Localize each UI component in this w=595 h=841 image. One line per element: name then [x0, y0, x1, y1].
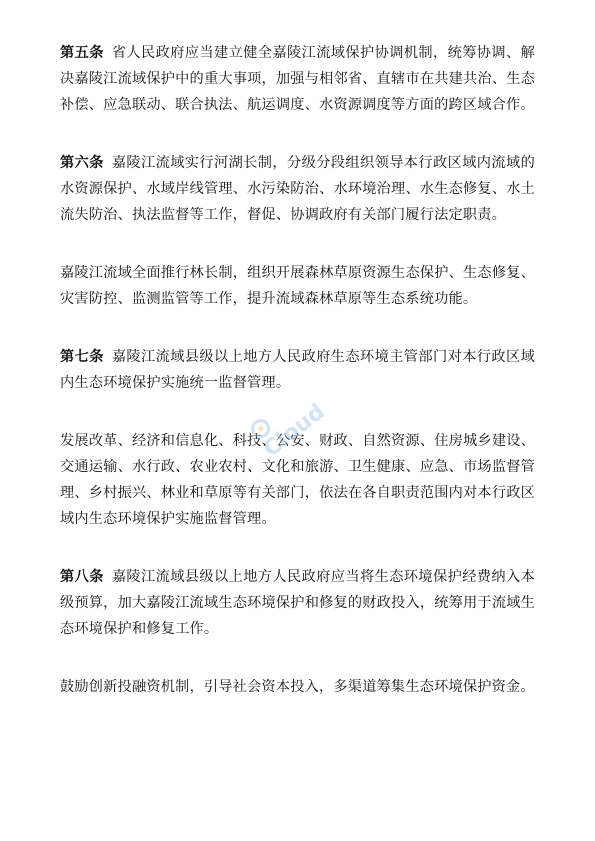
paragraph-text: 嘉陵江流域实行河湖长制，分级分段组织领导本行政区域内流域的水资源保护、水域岸线管理、水污染防治、水环境治理、水生态修复、水土流失防治、执法监督等工作，督促、协调政府有关部门履行法定职责。: [60, 155, 535, 223]
paragraph-text: 发展改革、经济和信息化、科技、公安、财政、自然资源、住房城乡建设、交通运输、水行政、农业农村、文化和旅游、卫生健康、应急、市场监督管理、乡村振兴、林业和草原等有关部门，依法在各自职责范围内对本行政区域内生态环境保护实施监督管理。: [60, 433, 535, 527]
paragraph-text: 省人民政府应当建立健全嘉陵江流域保护协调机制，统筹协调、解决嘉陵江流域保护中的重大事项，加强与相邻省、直辖市在共建共治、生态补偿、应急联动、联合执法、航运调度、水资源调度等方面的跨区域合作。: [60, 45, 535, 113]
article-number: 第六条: [60, 155, 104, 171]
watermark-text: Cloud: [258, 398, 330, 462]
paragraph-financing: [60, 674, 535, 700]
paragraph-text: 嘉陵江流域县级以上地方人民政府生态环境主管部门对本行政区域内生态环境保护实施统一监督管理。: [60, 349, 535, 391]
article-number: 第五条: [60, 45, 104, 61]
article-number: 第七条: [60, 349, 104, 365]
paragraph-text: 鼓励创新投融资机制，引导社会资本投入，多渠道筹集生态环境保护资金。: [60, 679, 535, 695]
paragraph-article-8: [60, 564, 535, 642]
paragraph-text: 嘉陵江流域县级以上地方人民政府应当将生态环境保护经费纳入本级预算，加大嘉陵江流域生态环境保护和修复的财政投入，统筹用于流域生态环境保护和修复工作。: [60, 569, 535, 637]
paragraph-article-5: [60, 40, 535, 118]
paragraph-forest-chief: [60, 260, 535, 312]
article-number: 第八条: [60, 569, 104, 585]
paragraph-text: 嘉陵江流域全面推行林长制，组织开展森林草原资源生态保护、生态修复、灾害防控、监测监管等工作，提升流域森林草原等生态系统功能。: [60, 265, 535, 307]
paragraph-article-6: [60, 150, 535, 228]
